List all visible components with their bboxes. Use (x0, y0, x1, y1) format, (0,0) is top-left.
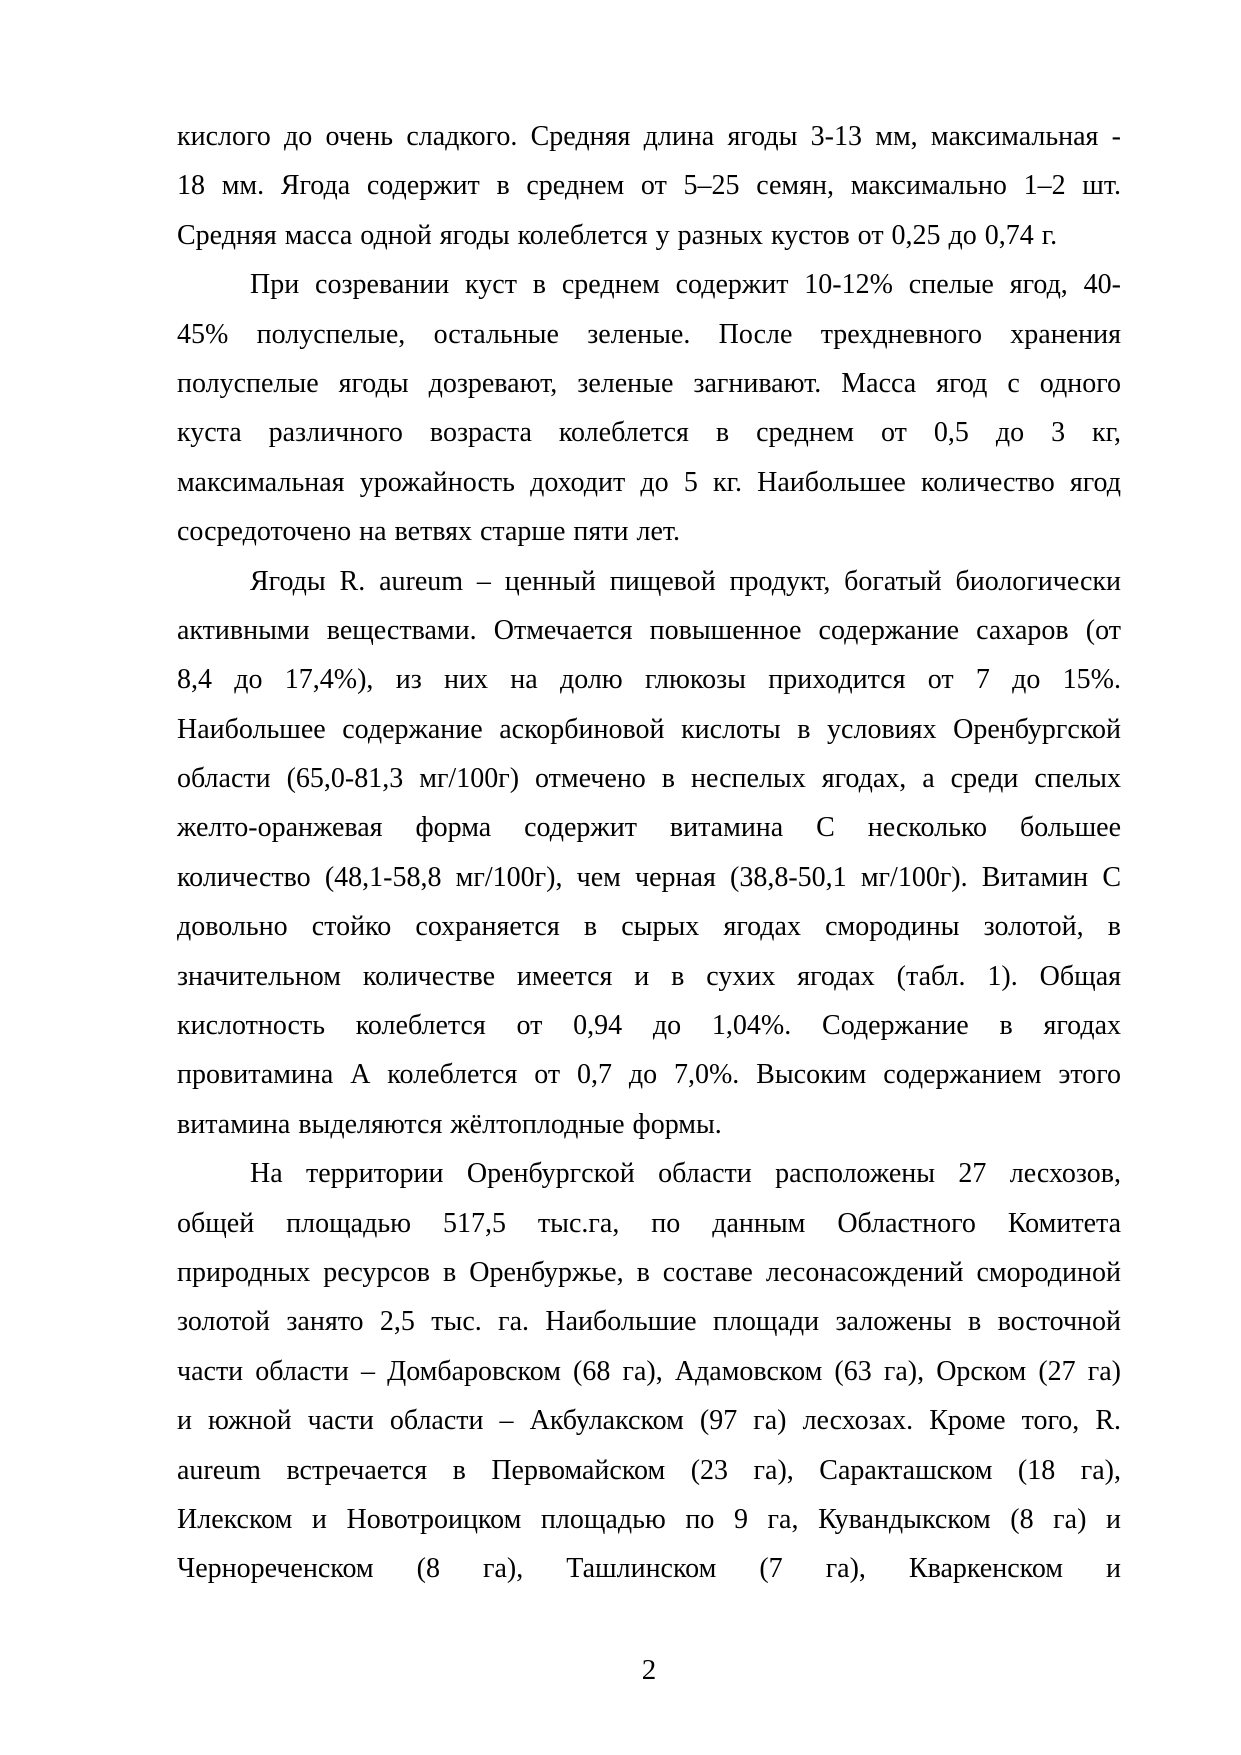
text-line: Ягоды R. aureum – ценный пищевой продукт, богатый биологически (250, 565, 1121, 597)
text-line: части области – Домбаровском (68 га), Адамовском (63 га), Орском (27 га) (177, 1355, 1121, 1387)
text-line: кислого до очень сладкого. Средняя длина ягоды 3-13 мм, максимальная - (177, 121, 1121, 152)
text-line: полуспелые ягоды дозревают, зеленые загнивают. Масса ягод с одного (177, 367, 1121, 399)
text-line: максимальная урожайность доходит до 5 кг. Наибольшее количество ягод (177, 466, 1121, 498)
text-line: 45% полуспелые, остальные зеленые. После трехдневного хранения (177, 318, 1121, 350)
text-line: и южной части области – Акбулакском (97 га) лесхозах. Кроме того, R. (177, 1405, 1121, 1437)
text-line: общей площадью 517,5 тыс.га, по данным Областного Комитета (177, 1207, 1121, 1239)
text-line: области (65,0-81,3 мг/100г) отмечено в неспелых ягодах, а среди спелых (177, 763, 1121, 795)
page-number: 2 (641, 1653, 657, 1686)
text-line: провитамина А колеблется от 0,7 до 7,0%. Высоким содержанием этого (177, 1059, 1121, 1091)
text-line: куста различного возраста колеблется в среднем от 0,5 до 3 кг, (177, 417, 1121, 449)
text-line: количество (48,1-58,8 мг/100г), чем черная (38,8-50,1 мг/100г). Витамин С (177, 861, 1121, 893)
text-line: 18 мм. Ягода содержит в среднем от 5–25 семян, максимально 1–2 шт. (177, 170, 1121, 202)
text-line: При созревании куст в среднем содержит 10-12% спелые ягод, 40- (250, 269, 1121, 301)
text-line: довольно стойко сохраняется в сырых ягодах смородины золотой, в (177, 911, 1121, 943)
text-line: aureum встречается в Первомайском (23 га), Саракташском (18 га), (177, 1454, 1121, 1486)
text-line: 8,4 до 17,4%), из них на долю глюкозы приходится от 7 до 15%. (177, 664, 1121, 696)
text-line: золотой занято 2,5 тыс. га. Наибольшие площади заложены в восточной (177, 1306, 1121, 1338)
text-line: сосредоточено на ветвях старше пяти лет. (177, 516, 681, 548)
text-line: Чернореченском (8 га), Ташлинском (7 га), Кваркенском и (177, 1553, 1121, 1585)
text-line: витамина выделяются жёлтоплодные формы. (177, 1108, 722, 1140)
text-line: Илекском и Новотроицком площадью по 9 га, Кувандыкском (8 га) и (177, 1503, 1121, 1535)
text-line: Наибольшее содержание аскорбиновой кислоты в условиях Оренбургской (177, 713, 1121, 745)
text-line: природных ресурсов в Оренбуржье, в составе лесонасождений смородиной (177, 1256, 1121, 1288)
text-line: Средняя масса одной ягоды колеблется у разных кустов от 0,25 до 0,74 г. (177, 219, 1058, 251)
text-line: значительном количестве имеется и в сухих ягодах (табл. 1). Общая (177, 960, 1121, 992)
page-text-block (177, 112, 1121, 1594)
text-line: активными веществами. Отмечается повышенное содержание сахаров (от (177, 614, 1121, 646)
text-line: На территории Оренбургской области расположены 27 лесхозов, (250, 1158, 1121, 1190)
text-line: кислотность колеблется от 0,94 до 1,04%. Содержание в ягодах (177, 1010, 1121, 1042)
text-line: желто-оранжевая форма содержит витамина С несколько большее (177, 812, 1121, 844)
